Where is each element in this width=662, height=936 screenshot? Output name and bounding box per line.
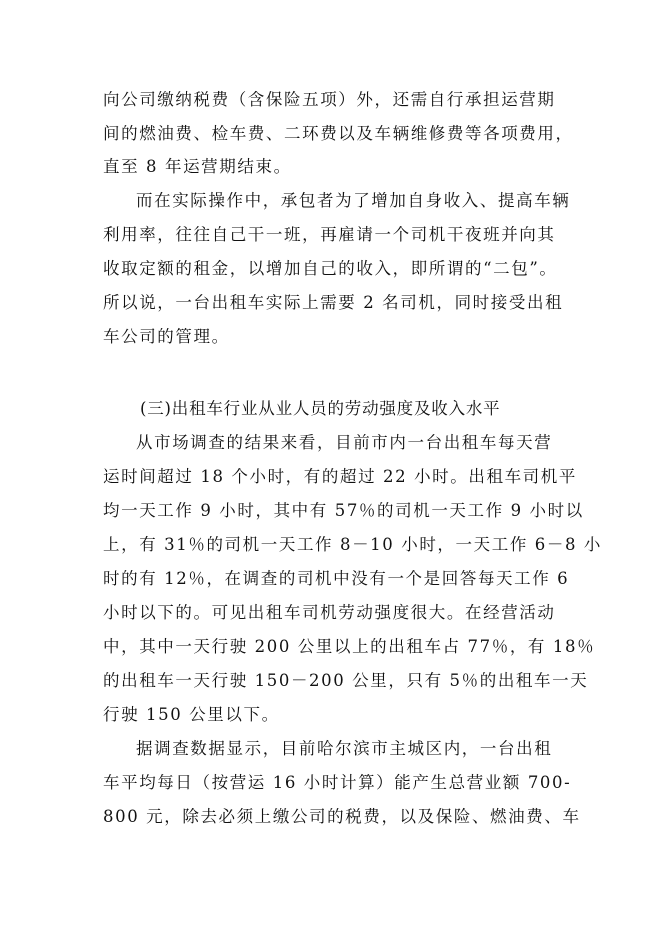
text-line: 直至 8 年运营期结束。 [103, 157, 292, 176]
text-line: 向公司缴纳税费（含保险五项）外，还需自行承担运营期 [103, 90, 556, 109]
text-line: 收取定额的租金，以增加自己的收入，即所谓的“二包”。 [103, 259, 558, 278]
text-line: 车平均每日（按营运 16 小时计算）能产生总营业额 700- [103, 773, 572, 792]
text-line: 间的燃油费、检车费、二环费以及车辆维修费等各项费用， [103, 124, 574, 143]
text-line: 所以说，一台出租车实际上需要 2 名司机，同时接受出租 [103, 293, 564, 312]
text-line: 中，其中一天行驶 200 公里以上的出租车占 77％，有 18％ [103, 637, 596, 656]
text-line: 车公司的管理。 [103, 327, 230, 346]
text-line: 时的有 12％，在调查的司机中没有一个是回答每天工作 6 [103, 569, 570, 588]
text-line: 小时以下的。可见出租车司机劳动强度很大。在经营活动 [103, 603, 556, 622]
text-line: 运时间超过 18 个小时，有的超过 22 小时。出租车司机平 [103, 467, 577, 486]
text-line: 利用率，往往自己干一班，再雇请一个司机干夜班并向其 [103, 225, 556, 244]
text-line: 均一天工作 9 小时，其中有 57％的司机一天工作 9 小时以 [103, 501, 584, 520]
text-line: 的出租车一天行驶 150－200 公里，只有 5％的出租车一天 [103, 671, 589, 690]
text-line: 800 元，除去必须上缴公司的税费，以及保险、燃油费、车 [103, 807, 581, 826]
text-line: 而在实际操作中，承包者为了增加自身收入、提高车辆 [136, 191, 571, 210]
section-heading: (三)出租车行业从业人员的劳动强度及收入水平 [140, 399, 501, 418]
text-line: 据调查数据显示，目前哈尔滨市主城区内，一台出租 [136, 739, 553, 758]
text-line: 从市场调查的结果来看，目前市内一台出租车每天营 [136, 433, 553, 452]
text-line: 上，有 31％的司机一天工作 8－10 小时，一天工作 6－8 小 [103, 535, 603, 554]
text-line: 行驶 150 公里以下。 [103, 705, 280, 724]
